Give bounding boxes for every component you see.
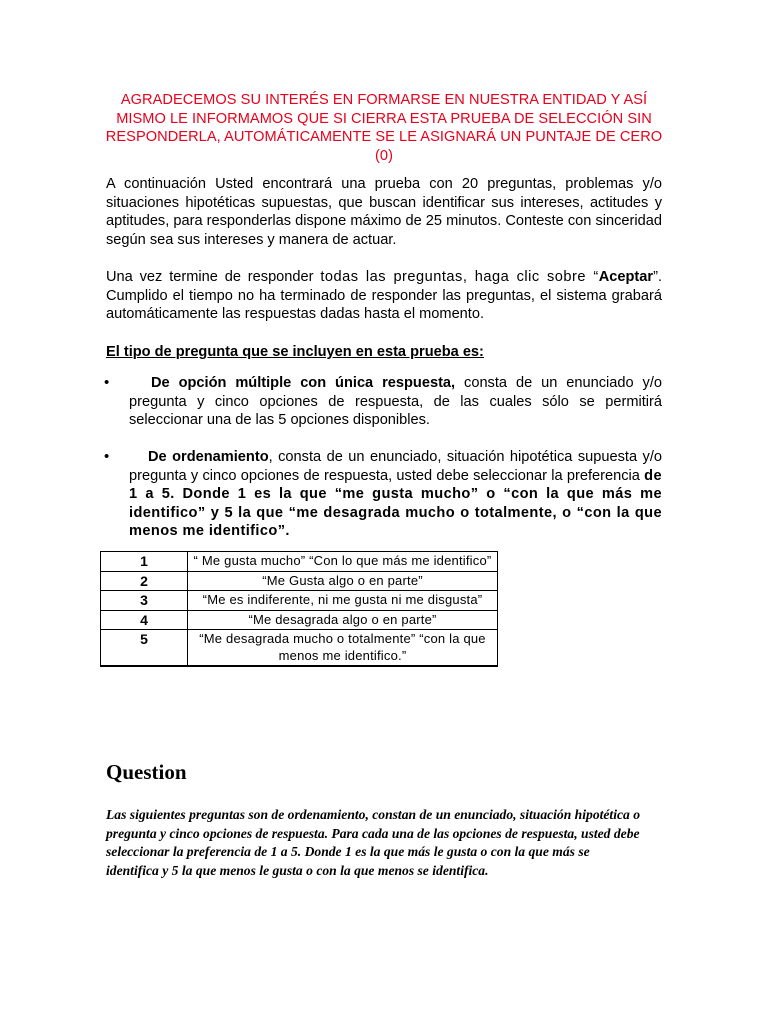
scale-description: “Me es indiferente, ni me gusta ni me disgusta” bbox=[188, 591, 498, 611]
bullet-icon: • bbox=[104, 448, 110, 465]
preference-scale-table bbox=[100, 551, 498, 667]
intro-paragraph: A continuación Usted encontrará una prueba con 20 preguntas, problemas y/o situaciones hipotéticas supuestas, que buscan identificar sus intereses, actitudes y aptitudes, para responderlas dispone máximo de 25 minutos. Conteste con sinceridad según sea sus intereses y manera de actuar. bbox=[106, 176, 662, 248]
table-row bbox=[101, 591, 498, 611]
table-row bbox=[101, 552, 498, 572]
type-ordering bbox=[129, 448, 662, 541]
table-row bbox=[101, 610, 498, 630]
scale-number: 3 bbox=[101, 591, 188, 611]
instruction-part-2: todas las preguntas, haga clic sobre “ bbox=[320, 269, 599, 285]
type-multiple-title: De opción múltiple con única respuesta, bbox=[151, 375, 456, 391]
type-order-text: , consta de un enunciado, situación hipotética supuesta y/o pregunta y cinco opciones de respuesta, usted debe seleccionar la preferencia bbox=[129, 449, 662, 484]
instruction-part-1: Una vez termine de responder bbox=[106, 269, 321, 285]
question-heading: Question bbox=[106, 760, 187, 784]
scale-number: 4 bbox=[101, 610, 188, 630]
warning-notice: AGRADECEMOS SU INTERÉS EN FORMARSE EN NUESTRA ENTIDAD Y ASÍ MISMO LE INFORMAMOS QUE SI CIERRA ESTA PRUEBA DE SELECCIÓN SIN RESPONDERLA, AUTOMÁTICAMENTE SE LE ASIGNARÁ UN PUNTAJE DE CERO (0) bbox=[105, 92, 663, 164]
accept-keyword: Aceptar bbox=[598, 269, 654, 285]
scale-description: “ Me gusta mucho” “Con lo que más me identifico” bbox=[188, 552, 498, 572]
scale-description: “Me desagrada algo o en parte” bbox=[188, 610, 498, 630]
instruction-part-3: ”. Cumplido el tiempo no ha terminado de responder las preguntas, el sistema grabará automáticamente las respuestas dadas hasta el momento. bbox=[106, 269, 662, 322]
type-multiple-text: consta de un enunciado y/o pregunta y cinco opciones de respuesta, de las cuales sólo se permitirá seleccionar una de las 5 opciones disponibles. bbox=[129, 375, 662, 428]
bullet-icon: • bbox=[104, 374, 110, 391]
scale-number: 5 bbox=[101, 630, 188, 667]
type-multiple-choice bbox=[129, 374, 662, 430]
type-order-emphasis: de 1 a 5. Donde 1 es la que “me gusta mucho” o “con la que más me identifico” y 5 la que “me desagrada mucho o totalmente, o “con la que menos me identifico”. bbox=[129, 467, 662, 539]
type-order-title: De ordenamiento bbox=[148, 449, 269, 465]
table-row bbox=[101, 571, 498, 591]
question-instructions: Las siguientes preguntas son de ordenamiento, constan de un enunciado, situación hipotética o pregunta y cinco opciones de respuesta. Para cada una de las opciones de respuesta, usted debe seleccionar la preferencia de 1 a 5. Donde 1 es la que más le gusta o con la que más se identifica y 5 la que menos le gusta o con la que menos se identifica. bbox=[106, 807, 641, 878]
scale-number: 2 bbox=[101, 571, 188, 591]
scale-number: 1 bbox=[101, 552, 188, 572]
scale-description: “Me desagrada mucho o totalmente” “con la que menos me identifico.” bbox=[188, 630, 498, 667]
question-types-title: El tipo de pregunta que se incluyen en esta prueba es: bbox=[106, 344, 484, 360]
instruction-paragraph bbox=[106, 268, 662, 324]
table-row bbox=[101, 630, 498, 667]
scale-description: “Me Gusta algo o en parte” bbox=[188, 571, 498, 591]
